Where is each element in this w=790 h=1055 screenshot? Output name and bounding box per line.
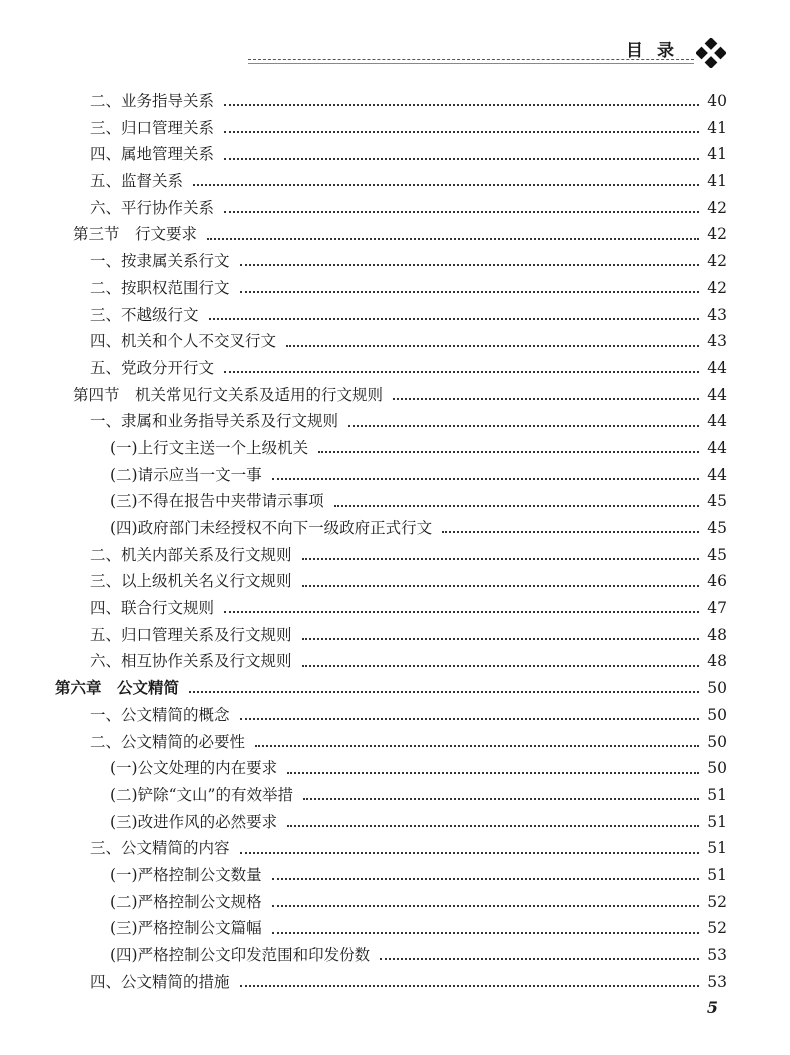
toc-entry-label: 三、归口管理关系 xyxy=(90,118,215,137)
toc-entry-label: (四)严格控制公文印发范围和印发份数 xyxy=(110,946,371,964)
toc-entry-label: 一、公文精简的概念 xyxy=(90,705,230,724)
toc-entry-label: 五、党政分开行文 xyxy=(90,358,215,377)
toc-leader-dots xyxy=(302,638,699,640)
toc-entry-page: 50 xyxy=(707,759,727,778)
toc-entry[interactable] xyxy=(55,889,727,916)
toc-entry-label: 一、隶属和业务指导关系及行文规则 xyxy=(90,412,339,431)
toc-leader-dots xyxy=(302,665,699,667)
toc-entry[interactable] xyxy=(55,702,727,729)
toc-entry-page: 44 xyxy=(707,438,727,457)
toc-entry-page: 51 xyxy=(707,839,727,858)
toc-leader-dots xyxy=(272,478,699,480)
toc-entry-label: 六、相互协作关系及行文规则 xyxy=(90,652,292,671)
toc-entry-page: 41 xyxy=(707,118,727,137)
toc-leader-dots xyxy=(240,264,699,266)
toc-entry-page: 52 xyxy=(707,919,727,938)
toc-leader-dots xyxy=(224,104,699,106)
toc-entry-label: 第三节 行文要求 xyxy=(73,225,198,244)
toc-entry-label: (二)严格控制公文规格 xyxy=(110,892,262,911)
toc-leader-dots xyxy=(193,184,699,186)
toc-leader-dots xyxy=(240,291,699,293)
toc-entry-label: 三、公文精简的内容 xyxy=(90,839,230,858)
toc-leader-dots xyxy=(442,531,699,533)
toc-entry-label: 二、按职权范围行文 xyxy=(90,278,230,297)
toc-entry-label: 四、联合行文规则 xyxy=(90,599,215,618)
toc-entry-page: 42 xyxy=(707,278,727,297)
toc-leader-dots xyxy=(224,211,699,213)
toc-entry-page: 48 xyxy=(707,652,727,671)
toc-entry-page: 44 xyxy=(707,385,727,404)
toc-entry[interactable] xyxy=(55,462,727,489)
toc-leader-dots xyxy=(272,878,699,880)
toc-entry-label: 三、以上级机关名义行文规则 xyxy=(90,572,292,591)
toc-entry-page: 48 xyxy=(707,625,727,644)
toc-leader-dots xyxy=(240,852,699,854)
toc-entry-label: (二)请示应当一文一事 xyxy=(110,465,262,484)
toc-leader-dots xyxy=(286,345,699,347)
toc-entry[interactable] xyxy=(55,115,727,142)
toc-entry[interactable] xyxy=(55,302,727,329)
toc-entry-page: 41 xyxy=(707,145,727,164)
toc-entry[interactable] xyxy=(55,141,727,168)
diamond-ornament-icon xyxy=(696,38,726,68)
toc-entry-label: 五、监督关系 xyxy=(90,172,184,191)
toc-leader-dots xyxy=(224,131,699,133)
toc-leader-dots xyxy=(224,371,699,373)
toc-entry-page: 41 xyxy=(707,172,727,191)
toc-entry-page: 44 xyxy=(707,412,727,431)
toc-entry-label: (三)改进作风的必然要求 xyxy=(110,812,278,831)
toc-leader-dots xyxy=(302,585,699,587)
toc-leader-dots xyxy=(240,718,699,720)
toc-leader-dots xyxy=(348,425,699,427)
toc-entry[interactable] xyxy=(55,542,727,569)
toc-leader-dots xyxy=(272,905,699,907)
toc-entry-page: 46 xyxy=(707,572,727,591)
toc-entry[interactable] xyxy=(55,862,727,889)
toc-leader-dots xyxy=(240,985,699,987)
toc-entry[interactable] xyxy=(55,328,727,355)
table-of-contents xyxy=(55,88,727,995)
toc-entry[interactable] xyxy=(55,168,727,195)
toc-entry-label: (三)严格控制公文篇幅 xyxy=(110,919,262,938)
toc-entry-page: 45 xyxy=(707,519,727,537)
toc-entry-page: 53 xyxy=(707,946,727,964)
toc-entry[interactable] xyxy=(55,915,727,942)
toc-entry-label: 二、业务指导关系 xyxy=(90,92,215,110)
toc-entry[interactable] xyxy=(55,729,727,756)
toc-entry-label: 四、公文精简的措施 xyxy=(90,972,230,991)
toc-entry-label: (一)公文处理的内在要求 xyxy=(110,759,278,778)
header-title: 目录 xyxy=(626,41,688,61)
toc-entry-label: 一、按隶属关系行文 xyxy=(90,252,230,271)
toc-entry-page: 40 xyxy=(707,92,727,110)
toc-leader-dots xyxy=(207,238,699,240)
toc-entry-label: (三)不得在报告中夹带请示事项 xyxy=(110,492,324,511)
toc-entry-page: 42 xyxy=(707,225,727,244)
toc-entry[interactable] xyxy=(55,755,727,782)
toc-entry-page: 45 xyxy=(707,492,727,511)
toc-leader-dots xyxy=(287,825,699,827)
toc-entry[interactable] xyxy=(55,969,727,996)
toc-leader-dots xyxy=(224,158,699,160)
toc-leader-dots xyxy=(224,611,699,613)
toc-leader-dots xyxy=(189,691,699,693)
toc-entry[interactable] xyxy=(55,435,727,462)
toc-leader-dots xyxy=(303,798,699,800)
toc-entry-label: 六、平行协作关系 xyxy=(90,198,215,217)
toc-entry-page: 50 xyxy=(707,732,727,751)
toc-entry[interactable] xyxy=(55,675,727,702)
toc-entry-label: 第四节 机关常见行文关系及适用的行文规则 xyxy=(73,385,384,404)
toc-entry[interactable] xyxy=(55,835,727,862)
toc-entry[interactable] xyxy=(55,622,727,649)
toc-entry-page: 50 xyxy=(707,679,727,698)
toc-entry-page: 53 xyxy=(707,972,727,991)
toc-entry[interactable] xyxy=(55,515,727,542)
toc-entry-label: 四、机关和个人不交叉行文 xyxy=(90,332,277,351)
toc-entry[interactable] xyxy=(55,782,727,809)
toc-entry-page: 51 xyxy=(707,865,727,884)
toc-leader-dots xyxy=(302,558,699,560)
toc-entry[interactable] xyxy=(55,248,727,275)
toc-leader-dots xyxy=(255,745,699,747)
toc-entry-label: (四)政府部门未经授权不向下一级政府正式行文 xyxy=(110,519,433,537)
toc-entry[interactable] xyxy=(55,88,727,115)
toc-entry[interactable] xyxy=(55,648,727,675)
toc-entry[interactable] xyxy=(55,275,727,302)
page-header xyxy=(248,32,728,72)
toc-entry[interactable] xyxy=(55,221,727,248)
toc-entry-page: 50 xyxy=(707,705,727,724)
toc-entry-label: 五、归口管理关系及行文规则 xyxy=(90,625,292,644)
toc-entry-page: 42 xyxy=(707,252,727,271)
toc-entry-label: 第六章 公文精简 xyxy=(55,678,180,698)
toc-entry-label: 四、属地管理关系 xyxy=(90,145,215,164)
toc-entry-page: 45 xyxy=(707,545,727,564)
page-number: 5 xyxy=(706,998,718,1017)
toc-entry[interactable] xyxy=(55,382,727,409)
toc-entry-label: 二、公文精简的必要性 xyxy=(90,732,246,751)
toc-leader-dots xyxy=(380,958,699,960)
toc-entry-label: 二、机关内部关系及行文规则 xyxy=(90,545,292,564)
toc-leader-dots xyxy=(287,772,699,774)
toc-leader-dots xyxy=(272,932,699,934)
toc-entry-page: 52 xyxy=(707,892,727,911)
toc-entry[interactable] xyxy=(55,942,727,969)
toc-entry-page: 42 xyxy=(707,198,727,217)
header-rule-underline xyxy=(248,63,694,64)
toc-entry-page: 51 xyxy=(707,812,727,831)
toc-entry[interactable] xyxy=(55,568,727,595)
toc-entry-label: (一)严格控制公文数量 xyxy=(110,865,262,884)
toc-entry-page: 44 xyxy=(707,465,727,484)
toc-entry-page: 47 xyxy=(707,599,727,618)
toc-entry-page: 51 xyxy=(707,785,727,804)
toc-entry-page: 43 xyxy=(707,332,727,351)
toc-entry[interactable] xyxy=(55,809,727,836)
toc-entry[interactable] xyxy=(55,488,727,515)
toc-entry-label: (二)铲除“文山”的有效举措 xyxy=(110,785,293,804)
toc-entry-label: 三、不越级行文 xyxy=(90,305,199,324)
toc-entry-page: 43 xyxy=(707,305,727,324)
toc-entry[interactable] xyxy=(55,195,727,222)
toc-leader-dots xyxy=(318,451,699,453)
toc-entry-page: 44 xyxy=(707,358,727,377)
toc-entry[interactable] xyxy=(55,408,727,435)
header-rule xyxy=(248,59,694,60)
toc-leader-dots xyxy=(334,505,699,507)
toc-entry[interactable] xyxy=(55,355,727,382)
toc-leader-dots xyxy=(209,318,699,320)
toc-entry-label: (一)上行文主送一个上级机关 xyxy=(110,438,309,457)
toc-entry[interactable] xyxy=(55,595,727,622)
toc-leader-dots xyxy=(393,398,699,400)
